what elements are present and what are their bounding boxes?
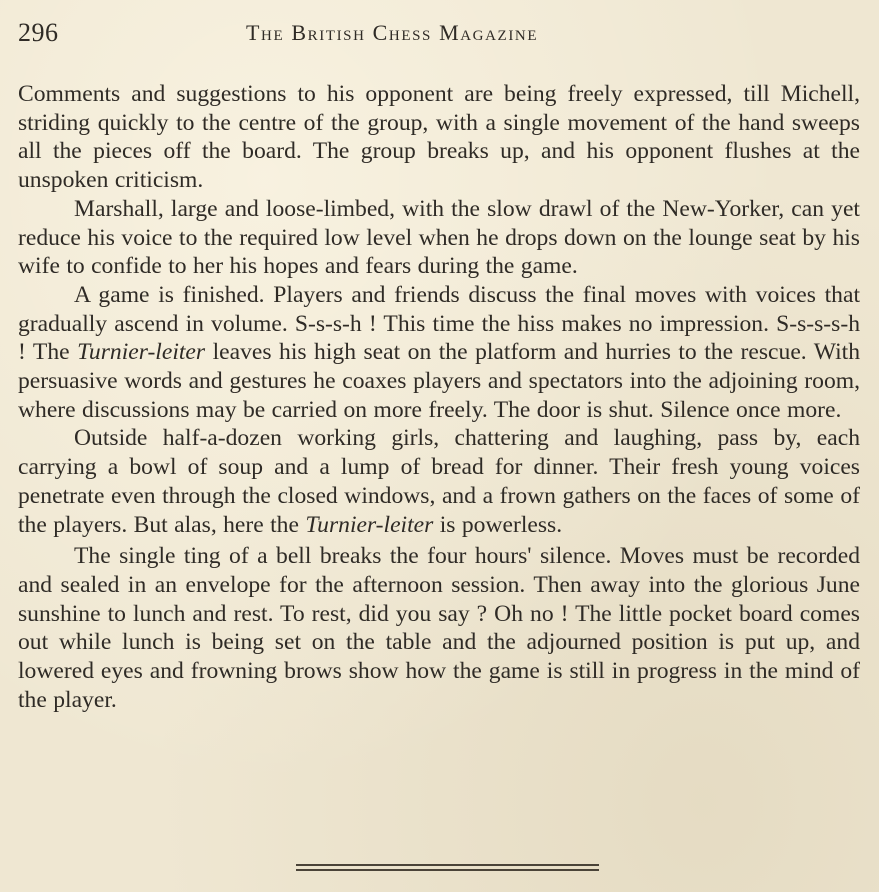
rule-line-bottom — [296, 869, 599, 871]
body-text — [18, 80, 860, 714]
paragraph-4-text-a: Outside half-a-dozen working girls, chattering and laughing, pass by, each carrying a bowl of soup and a lump of bread for dinner. Their fresh young voices penetrate even through the closed windows, and a frown gathers on the faces of some of the players. But alas, here the — [18, 425, 860, 538]
journal-title: The British Chess Magazine — [246, 20, 539, 45]
page-number: 296 — [18, 18, 59, 47]
paragraph-3-italic-term: Turnier-leiter — [77, 339, 206, 366]
paragraph-1: Comments and suggestions to his opponent are being freely expressed, till Michell, striding quickly to the centre of the group, with a single movement of the hand sweeps all the pieces off the board. The group breaks up, and his opponent flushes at the unspoken criticism. — [18, 81, 860, 194]
rule-line-top — [296, 864, 599, 866]
paragraph-2: Marshall, large and loose-limbed, with the slow drawl of the New-Yorker, can yet reduce his voice to the required low level when he drops down on the lounge seat by his wife to confide to her his hopes and fears during the game. — [18, 195, 860, 280]
section-end-double-rule — [296, 864, 599, 871]
paragraph-5: The single ting of a bell breaks the four hours' silence. Moves must be recorded and sealed in an envelope for the afternoon session. Then away into the glorious June sunshine to lunch and rest. To rest, did you say ? Oh no ! The little pocket board comes out while lunch is being set on the table and the adjourned position is put up, and lowered eyes and frowning brows show how the game is still in progress in the mind of the player. — [18, 543, 860, 713]
running-head — [18, 18, 860, 48]
paragraph-3-text-a: A game is finished. Players and friends discuss the final moves with voices that gradually ascend in volume. S-s-s-h ! This time the hiss makes no impression. S-s-s-s-h ! The — [18, 281, 860, 366]
paragraph-4 — [18, 424, 860, 539]
paragraph-4-text-b: is powerless. — [433, 511, 563, 538]
paragraph-3-text-b: leaves his high seat on the platform and hurries to the rescue. With persuasive words and gestures he coaxes players and spectators into the adjoining room, where discussions may be carried on more freely. The door is shut. Silence once more. — [18, 339, 860, 423]
paragraph-3 — [18, 281, 860, 425]
paragraph-4-italic-term: Turnier-leiter — [305, 511, 434, 538]
